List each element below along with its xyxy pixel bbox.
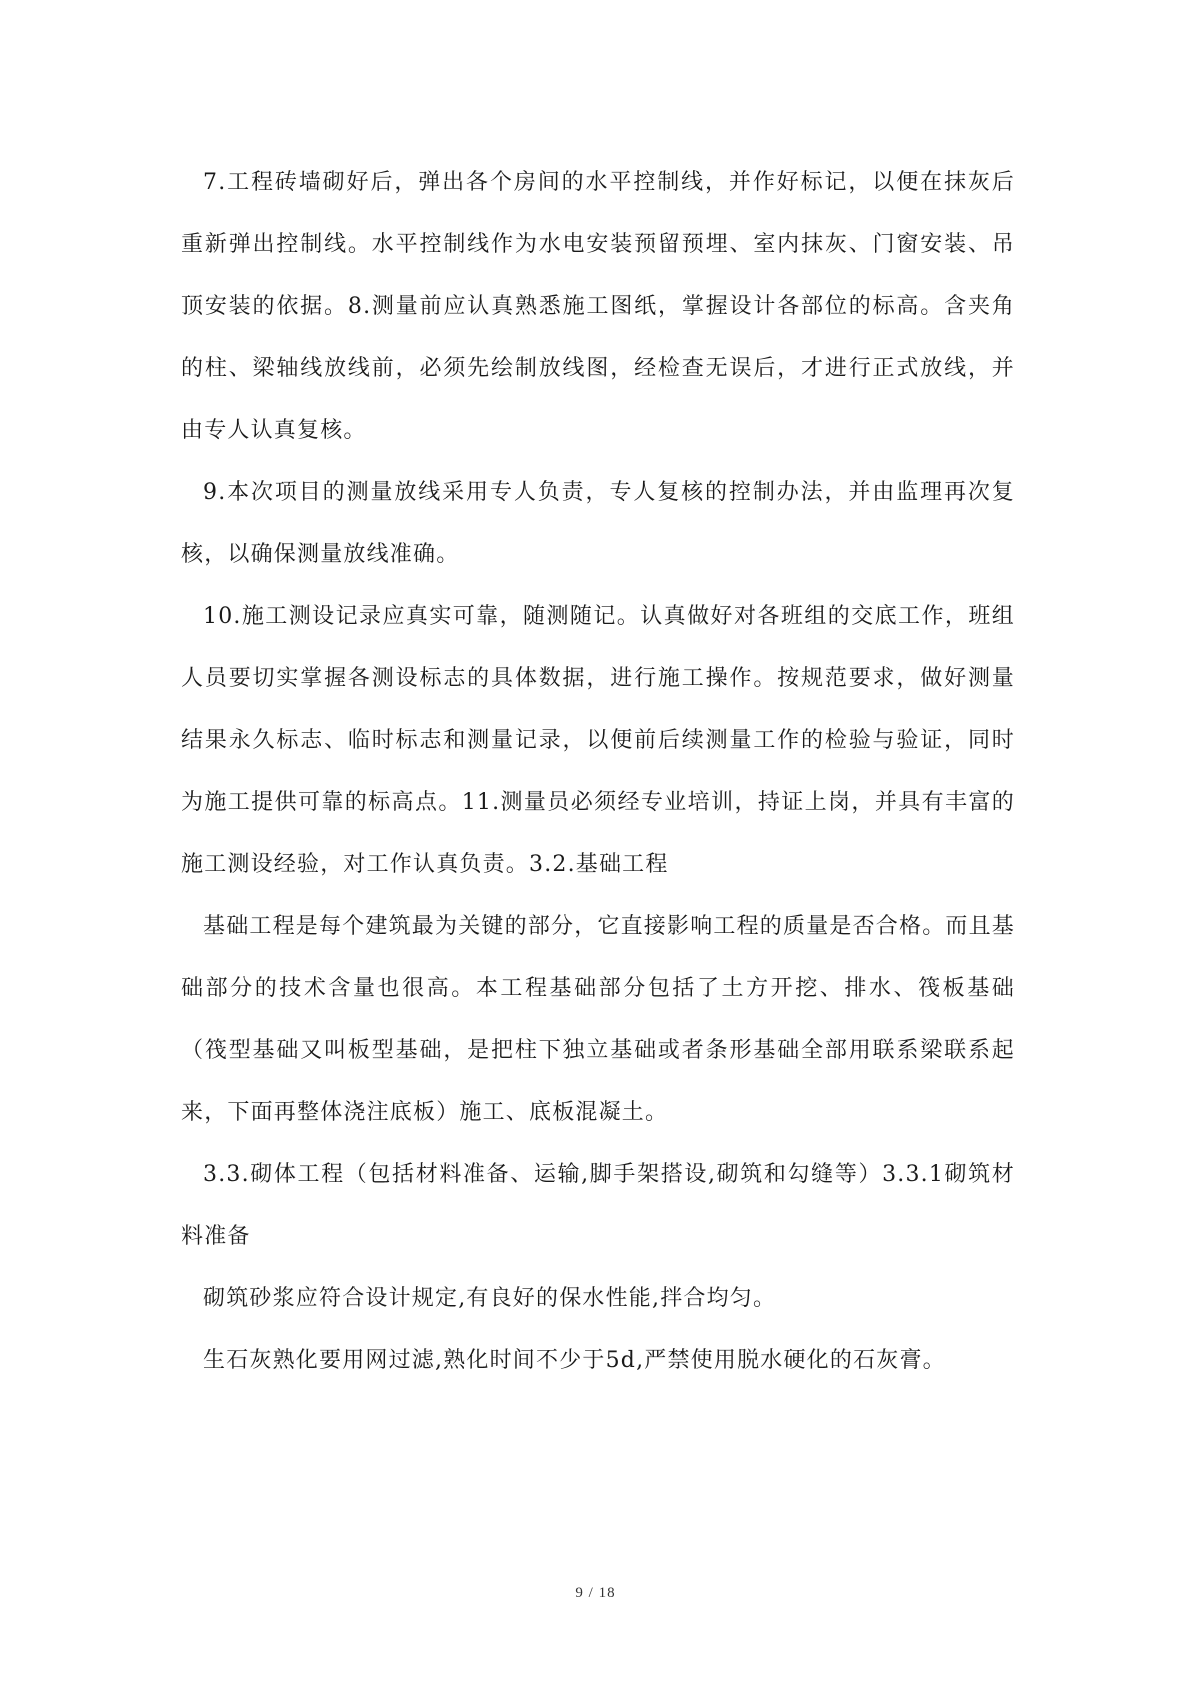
- document-body: [181, 152, 1015, 1392]
- paragraph-masonry-heading: 3.3.砌体工程（包括材料准备、运输,脚手架搭设,砌筑和勾缝等）3.3.1砌筑材料准备: [181, 1162, 1015, 1249]
- paragraph-quicklime: 生石灰熟化要用网过滤,熟化时间不少于5d,严禁使用脱水硬化的石灰膏。: [203, 1348, 946, 1373]
- paragraph-surveying-item-10-11: 10.施工测设记录应真实可靠，随测随记。认真做好对各班组的交底工作，班组人员要切实掌握各测设标志的具体数据，进行施工操作。按规范要求，做好测量结果永久标志、临时标志和测量记录，以便前后续测量工作的检验与验证，同时为施工提供可靠的标高点。11.测量员必须经专业培训，持证上岗，并具有丰富的施工测设经验，对工作认真负责。3.2.基础工程: [181, 604, 1015, 877]
- paragraph-foundation-works: 基础工程是每个建筑最为关键的部分，它直接影响工程的质量是否合格。而且基础部分的技术含量也很高。本工程基础部分包括了土方开挖、排水、筏板基础（筏型基础又叫板型基础，是把柱下独立基础或者条形基础全部用联系梁联系起来，下面再整体浇注底板）施工、底板混凝土。: [181, 914, 1016, 1125]
- page-number: 9 / 18: [575, 1585, 616, 1601]
- paragraph-surveying-item-9: 9.本次项目的测量放线采用专人负责，专人复核的控制办法，并由监理再次复核，以确保测量放线准确。: [181, 480, 1015, 567]
- paragraph-mortar: 砌筑砂浆应符合设计规定,有良好的保水性能,拌合均匀。: [203, 1286, 777, 1311]
- paragraph-surveying-item-7-8: 7.工程砖墙砌好后，弹出各个房间的水平控制线，并作好标记，以便在抹灰后重新弹出控制线。水平控制线作为水电安装预留预埋、室内抹灰、门窗安装、吊顶安装的依据。8.测量前应认真熟悉施工图纸，掌握设计各部位的标高。含夹角的柱、梁轴线放线前，必须先绘制放线图，经检查无误后，才进行正式放线，并由专人认真复核。: [181, 170, 1015, 443]
